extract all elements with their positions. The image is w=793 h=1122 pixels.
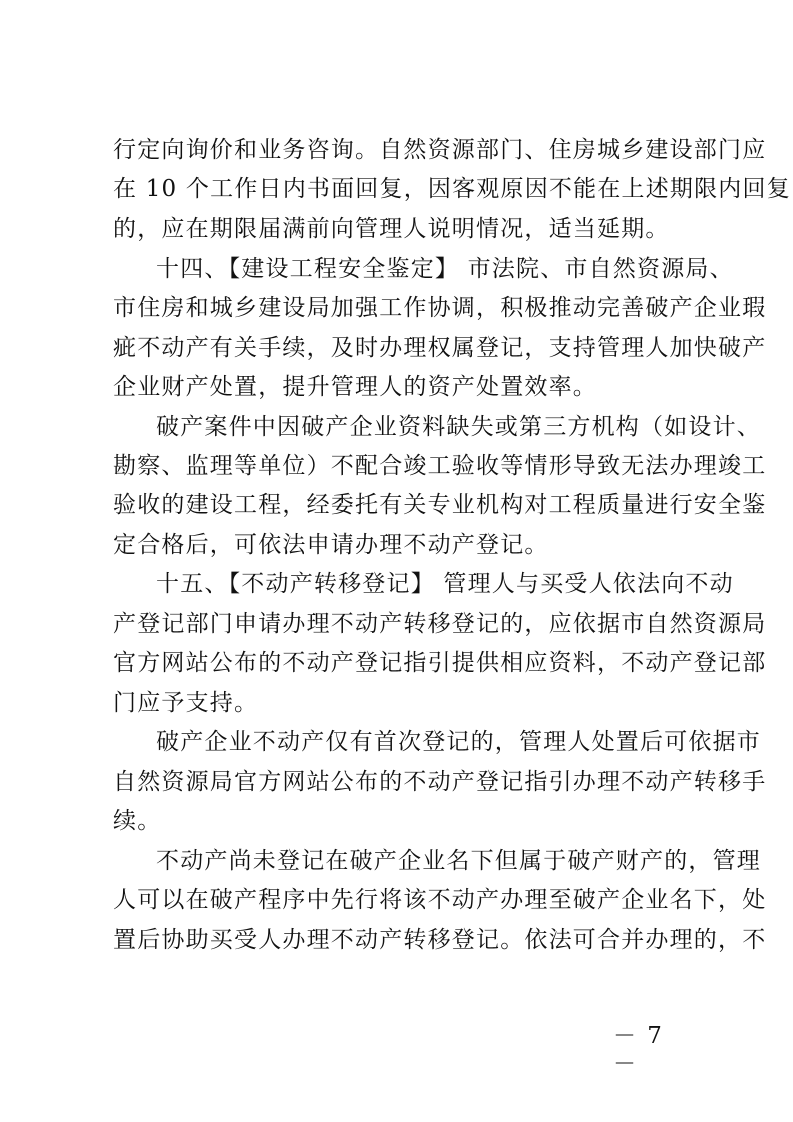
text-line: 人可以在破产程序中先行将该不动产办理至破产企业名下，处 (113, 887, 767, 913)
text-line: 在 10 个工作日内书面回复，因客观原因不能在上述期限内回复 (113, 176, 791, 202)
text-line: 产登记部门申请办理不动产转移登记的，应依据市自然资源局 (113, 611, 767, 637)
text-line: 验收的建设工程，经委托有关专业机构对工程质量进行安全鉴 (113, 492, 767, 518)
text-line: 续。 (113, 808, 162, 834)
text-line: 定合格后，可依法申请办理不动产登记。 (113, 532, 549, 558)
text-line: 疵不动产有关手续，及时办理权属登记，支持管理人加快破产 (113, 335, 767, 361)
text-line: 企业财产处置，提升管理人的资产处置效率。 (113, 374, 597, 400)
section-14-heading-line: 十四、【建设工程安全鉴定】 市法院、市自然资源局、 (156, 256, 734, 282)
text-line: 破产企业不动产仅有首次登记的，管理人处置后可依据市 (156, 729, 761, 755)
text-line: 官方网站公布的不动产登记指引提供相应资料，不动产登记部 (113, 650, 767, 676)
text-line: 置后协助买受人办理不动产转移登记。依法可合并办理的，不 (113, 927, 767, 953)
section-15-heading-line: 十五、【不动产转移登记】 管理人与买受人依法向不动 (156, 571, 734, 597)
text-line: 破产案件中因破产企业资料缺失或第三方机构（如设计、 (156, 414, 761, 440)
text-line: 自然资源局官方网站公布的不动产登记指引办理不动产转移手 (113, 769, 767, 795)
text-line: 市住房和城乡建设局加强工作协调，积极推动完善破产企业瑕 (113, 295, 767, 321)
text-line: 门应予支持。 (113, 690, 259, 716)
text-line: 不动产尚未登记在破产企业名下但属于破产财产的，管理 (156, 848, 761, 874)
text-line: 行定向询价和业务咨询。自然资源部门、住房城乡建设部门应 (113, 137, 767, 163)
page-number: － 7 － (613, 1023, 664, 1077)
text-line: 的，应在期限届满前向管理人说明情况，适当延期。 (113, 216, 670, 242)
text-line: 勘察、监理等单位）不配合竣工验收等情形导致无法办理竣工 (113, 453, 767, 479)
